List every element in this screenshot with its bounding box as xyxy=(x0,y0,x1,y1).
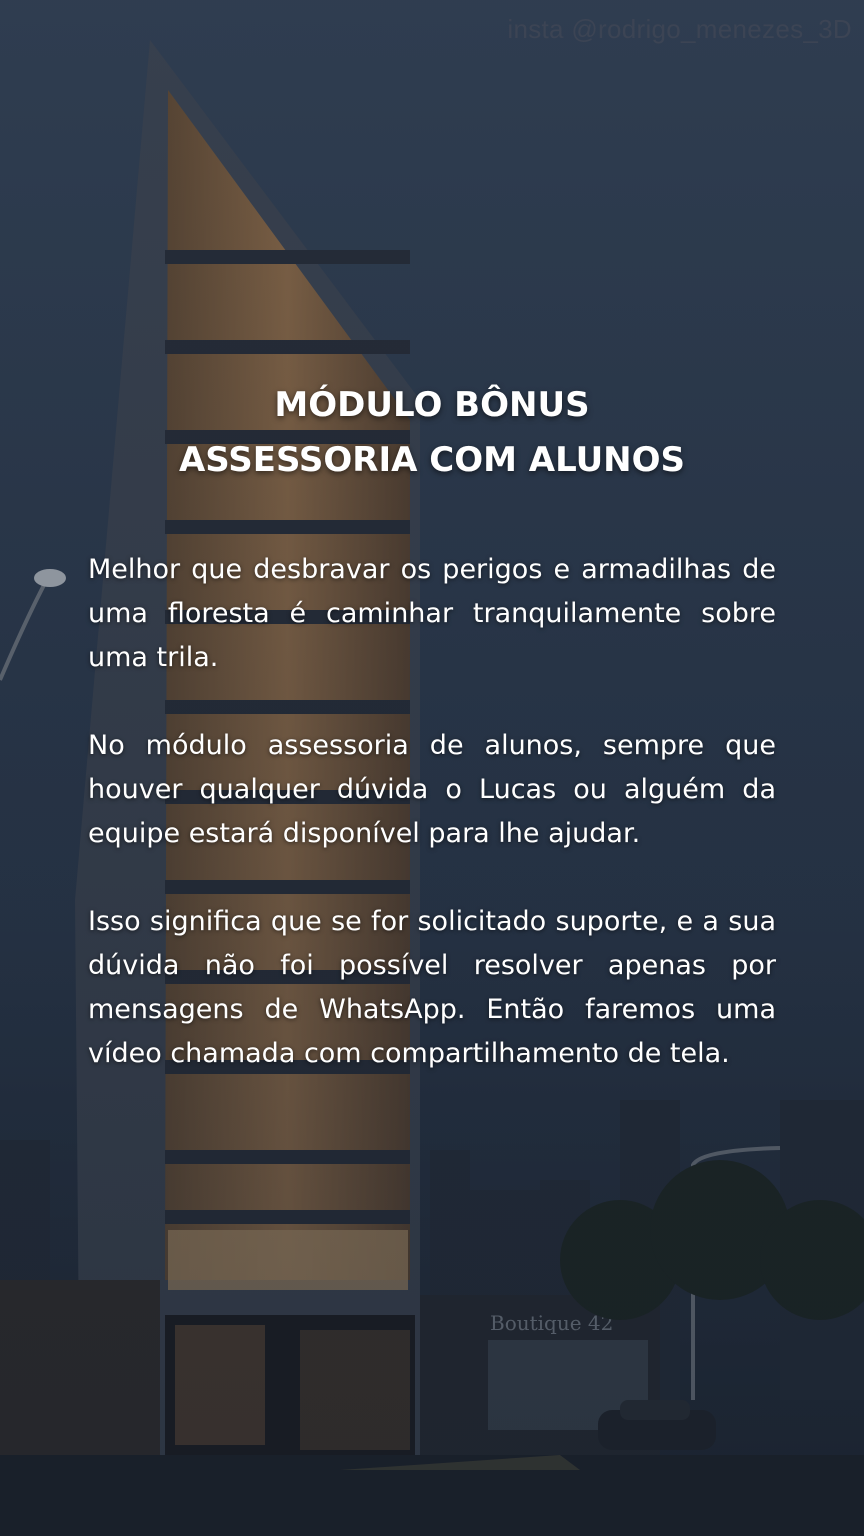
body-text xyxy=(88,548,776,1120)
title-line-1: MÓDULO BÔNUS xyxy=(274,385,590,425)
paragraph-2: No módulo assessoria de alunos, sempre que houver qualquer dúvida o Lucas ou alguém da equipe estará disponível para lhe ajudar. xyxy=(88,730,776,849)
paragraph-1: Melhor que desbravar os perigos e armadilhas de uma floresta é caminhar tranquilamente sobre uma trila. xyxy=(88,554,776,673)
watermark-handle: insta @rodrigo_menezes_3D xyxy=(507,14,852,44)
paragraph-3: Isso significa que se for solicitado suporte, e a sua dúvida não foi possível resolver apenas por mensagens de WhatsApp. Então faremos uma vídeo chamada com compartilhamento de tela. xyxy=(88,906,776,1069)
page-title xyxy=(0,378,864,488)
title-line-2: ASSESSORIA COM ALUNOS xyxy=(178,440,686,480)
